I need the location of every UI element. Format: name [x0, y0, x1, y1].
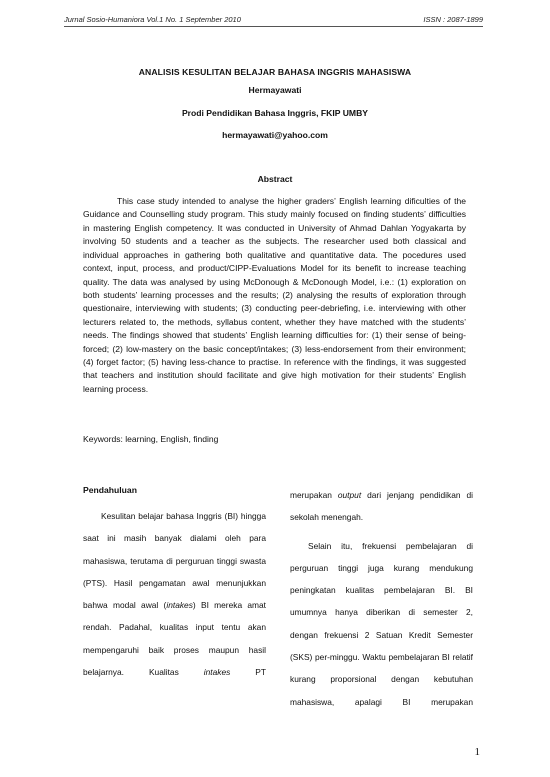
abstract-text: This case study intended to analyse the higher graders’ English learning dificulties of the Guidance and Counselling study program. This study mainly focused on finding students’ difficulties in mastering English competency. It was conducted in University of Ahmad Dahlan Yogyakarta by involving 50 students and a teacher as the subjects. The researcher used both classical and individual approaches in gathering both qualitative and quantitative data. The pocedures used context, input, process, and product/CIPP-Evaluations Model for its benefit to increase teaching quality. The data was analysed by using McDonough & McDonough Model, i.e.: (1) exploration on both students’ learning processes and the results; (2) analysing the results of exploration through questionaire, interviewing with students; (3) conducting peer-debriefing, i.e. interviewing with other lecturers related to, the methods, syllabus content, whether they have matched with the students’ needs. The findings showed that students’ English learning difficulties for: (1) their sense of being-forced; (2) low-mastery on the basic concept/intakes; (3) less-endorsement from their environment; (4) forget factor; (5) having less-chance to practise. In reference with the findings, it was suggested that teachers and institution should facilitate and give high motivation for their students’ English learning process. [83, 196, 466, 394]
intro-paragraph-1-continued: merupakan output dari jenjang pendidikan di sekolah menengah. [290, 490, 473, 523]
right-column [290, 484, 473, 713]
intro-paragraph-2: Selain itu, frekuensi pembelajaran di perguruan tinggi juga kurang mendukung peningkatan kualitas pembelajaran BI. BI umumnya hanya diberikan di semester 2, dengan frekuensi 2 Satuan Kredit Semester (SKS) per-minggu. Waktu pembelajaran BI relatif kurang proporsional dengan kebutuhan mahasiswa, apalagi BI merupakan [290, 540, 473, 707]
paper-title: ANALISIS KESULITAN BELAJAR BAHASA INGGRIS MAHASISWA [138, 67, 412, 77]
author-email: hermayawati@yahoo.com [222, 130, 328, 140]
abstract-heading: Abstract [257, 174, 293, 184]
section-heading: Pendahuluan [83, 485, 137, 495]
left-column [83, 484, 266, 683]
page-number: 1 [474, 746, 480, 758]
keywords: Keywords: learning, English, finding [83, 434, 219, 444]
issn: ISSN : 2087-1899 [423, 15, 483, 24]
abstract-body [83, 195, 466, 396]
journal-name: Jurnal Sosio-Humaniora Vol.1 No. 1 September 2010 [64, 15, 241, 24]
header-rule [64, 26, 483, 27]
author-affiliation: Prodi Pendidikan Bahasa Inggris, FKIP UMBY [181, 108, 369, 118]
intro-paragraph-1: Kesulitan belajar bahasa Inggris (BI) hingga saat ini masih banyak dialami oleh para mahasiswa, terutama di perguruan tinggi swasta (PTS). Hasil pengamatan awal menunjukkan bahwa modal awal (intakes) BI mereka amat rendah. Padahal, kualitas input tentu akan mempengaruhi baik proses maupun hasil belajarnya. Kualitas intakes PT [83, 511, 267, 678]
author-name: Hermayawati [248, 85, 302, 95]
